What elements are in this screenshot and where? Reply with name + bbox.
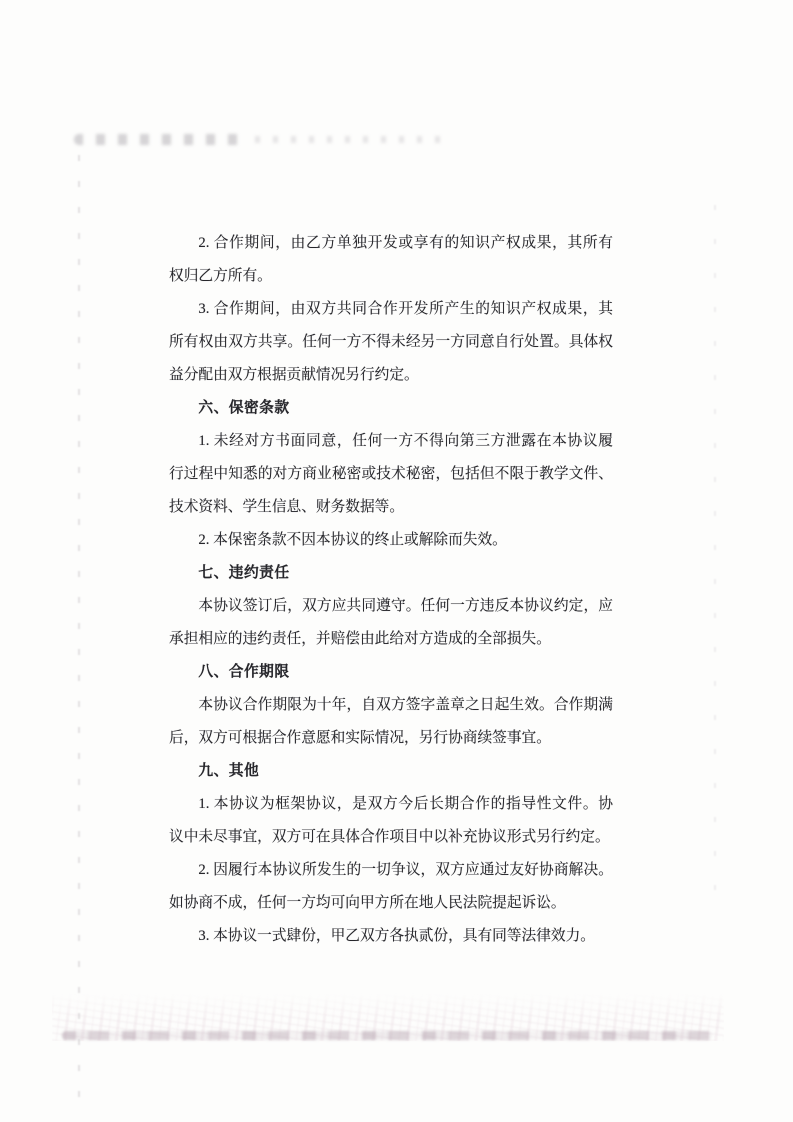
paragraph-line: 2. 本保密条款不因本协议的终止或解除而失效。 (198, 532, 507, 548)
section-heading: 八、合作期限 (198, 664, 290, 680)
scan-smudge-trail-artifact (255, 136, 440, 143)
section-heading: 七、违约责任 (198, 565, 290, 581)
paragraph-line: 后，双方可根据合作意愿和实际情况，另行协商续签事宜。 (169, 730, 551, 746)
scan-noise-edge (62, 1031, 712, 1040)
paragraph-line: 1. 未经对方书面同意，任何一方不得向第三方泄露在本协议履 (198, 433, 613, 449)
paragraph-line: 2. 合作期间，由乙方单独开发或享有的知识产权成果，其所有 (198, 235, 613, 251)
paragraph-line: 1. 本协议为框架协议，是双方今后长期合作的指导性文件。协 (198, 796, 613, 812)
paragraph-line: 2. 因履行本协议所发生的一切争议，双方应通过友好协商解决。 (198, 862, 613, 878)
paragraph-line: 所有权由双方共享。任何一方不得未经另一方同意自行处置。具体权 (169, 334, 613, 350)
paragraph-line: 权归乙方所有。 (169, 268, 272, 284)
paragraph-line: 3. 本协议一式肆份，甲乙双方各执贰份，具有同等法律效力。 (198, 928, 595, 944)
section-heading: 九、其他 (198, 763, 260, 779)
scan-fold-line-left (78, 155, 80, 1115)
scan-smudge-artifact (74, 134, 249, 145)
contract-text-block (169, 227, 613, 953)
paragraph-line: 本协议合作期限为十年，自双方签字盖章之日起生效。合作期满 (198, 697, 613, 713)
paragraph-line: 3. 合作期间，由双方共同合作开发所产生的知识产权成果，其 (198, 301, 613, 317)
paragraph-line: 如协商不成，任何一方均可向甲方所在地人民法院提起诉讼。 (169, 895, 566, 911)
paragraph-line: 行过程中知悉的对方商业秘密或技术秘密，包括但不限于教学文件、 (169, 466, 613, 482)
scan-fold-line-right (714, 205, 716, 905)
section-heading: 六、保密条款 (198, 400, 290, 416)
paragraph-line: 益分配由双方根据贡献情况另行约定。 (169, 367, 419, 383)
paragraph-line: 技术资料、学生信息、财务数据等。 (169, 499, 405, 515)
scan-noise-band (52, 993, 724, 1041)
paragraph-line: 承担相应的违约责任，并赔偿由此给对方造成的全部损失。 (169, 631, 551, 647)
paragraph-line: 议中未尽事宜，双方可在具体合作项目中以补充协议形式另行约定。 (169, 829, 610, 845)
paragraph-line: 本协议签订后，双方应共同遵守。任何一方违反本协议约定，应 (198, 598, 613, 614)
